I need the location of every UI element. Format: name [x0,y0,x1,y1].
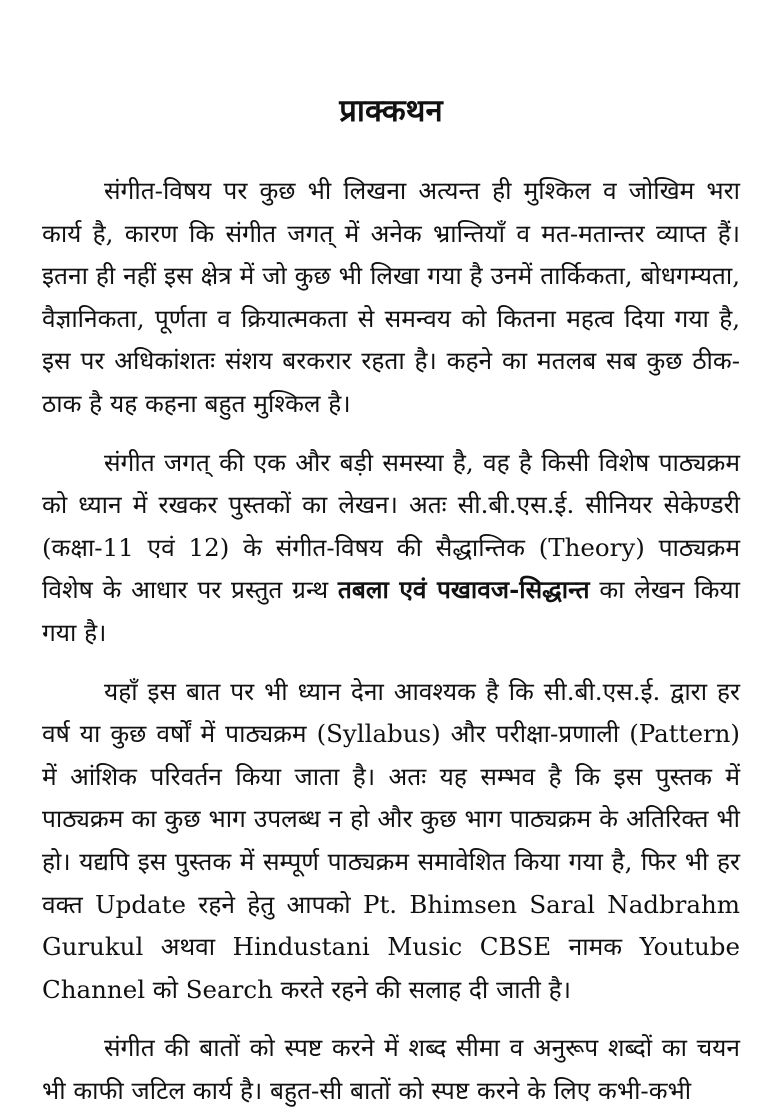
paragraph-1: संगीत-विषय पर कुछ भी लिखना अत्यन्त ही मुश्किल व जोखिम भरा कार्य है, कारण कि संगीत जगत् में अनेक भ्रान्तियाँ व मत-मतान्तर व्याप्त हैं। इतना ही नहीं इस क्षेत्र में जो कुछ भी लिखा गया है उनमें तार्किकता, बोधगम्यता, वैज्ञानिकता, पूर्णता व क्रियात्मकता से समन्वय को कितना महत्व दिया गया है, इस पर अधिकांशतः संशय बरकरार रहता है। कहने का मतलब सब कुछ ठीक-ठाक है यह कहना बहुत मुश्किल है। [42,176,740,418]
paragraph-2 [42,442,740,655]
paragraph-4: संगीत की बातों को स्पष्ट करने में शब्द सीमा व अनुरूप शब्दों का चयन भी काफी जटिल कार्य है। बहुत-सी बातों को स्पष्ट करने के लिए कभी-कभी [42,1033,740,1105]
paragraph-2-text-after: का लेखन किया गया है। [42,575,740,647]
paragraph-3: यहाँ इस बात पर भी ध्यान देना आवश्यक है कि सी.बी.एस.ई. द्वारा हर वर्ष या कुछ वर्षों में पाठ्यक्रम (Syllabus) और परीक्षा-प्रणाली (Pattern) में आंशिक परिवर्तन किया जाता है। अतः यह सम्भव है कि इस पुस्तक में पाठ्यक्रम का कुछ भाग उपलब्ध न हो और कुछ भाग पाठ्यक्रम के अतिरिक्त भी हो। यद्यपि इस पुस्तक में सम्पूर्ण पाठ्यक्रम समावेशित किया गया है, फिर भी हर वक्त Update रहने हेतु आपको Pt. Bhimsen Saral Nadbrahm Gurukul अथवा Hindustani Music CBSE नामक Youtube Channel को Search करते रहने की सलाह दी जाती है। [42,676,740,1004]
book-title-bold: तबला एवं पखावज-सिद्धान्त [337,575,590,605]
paragraph-2-text-before: संगीत जगत् की एक और बड़ी समस्या है, वह है किसी विशेष पाठ्यक्रम को ध्यान में रखकर पुस्तकों का लेखन। अतः सी.बी.एस.ई. सीनियर सेकेण्डरी (कक्षा-11 एवं 12) के संगीत-विषय की सैद्धान्तिक (Theory) पाठ्यक्रम विशेष के आधार पर प्रस्तुत ग्रन्थ [42,447,740,605]
page-title: प्राक्कथन [339,93,443,129]
